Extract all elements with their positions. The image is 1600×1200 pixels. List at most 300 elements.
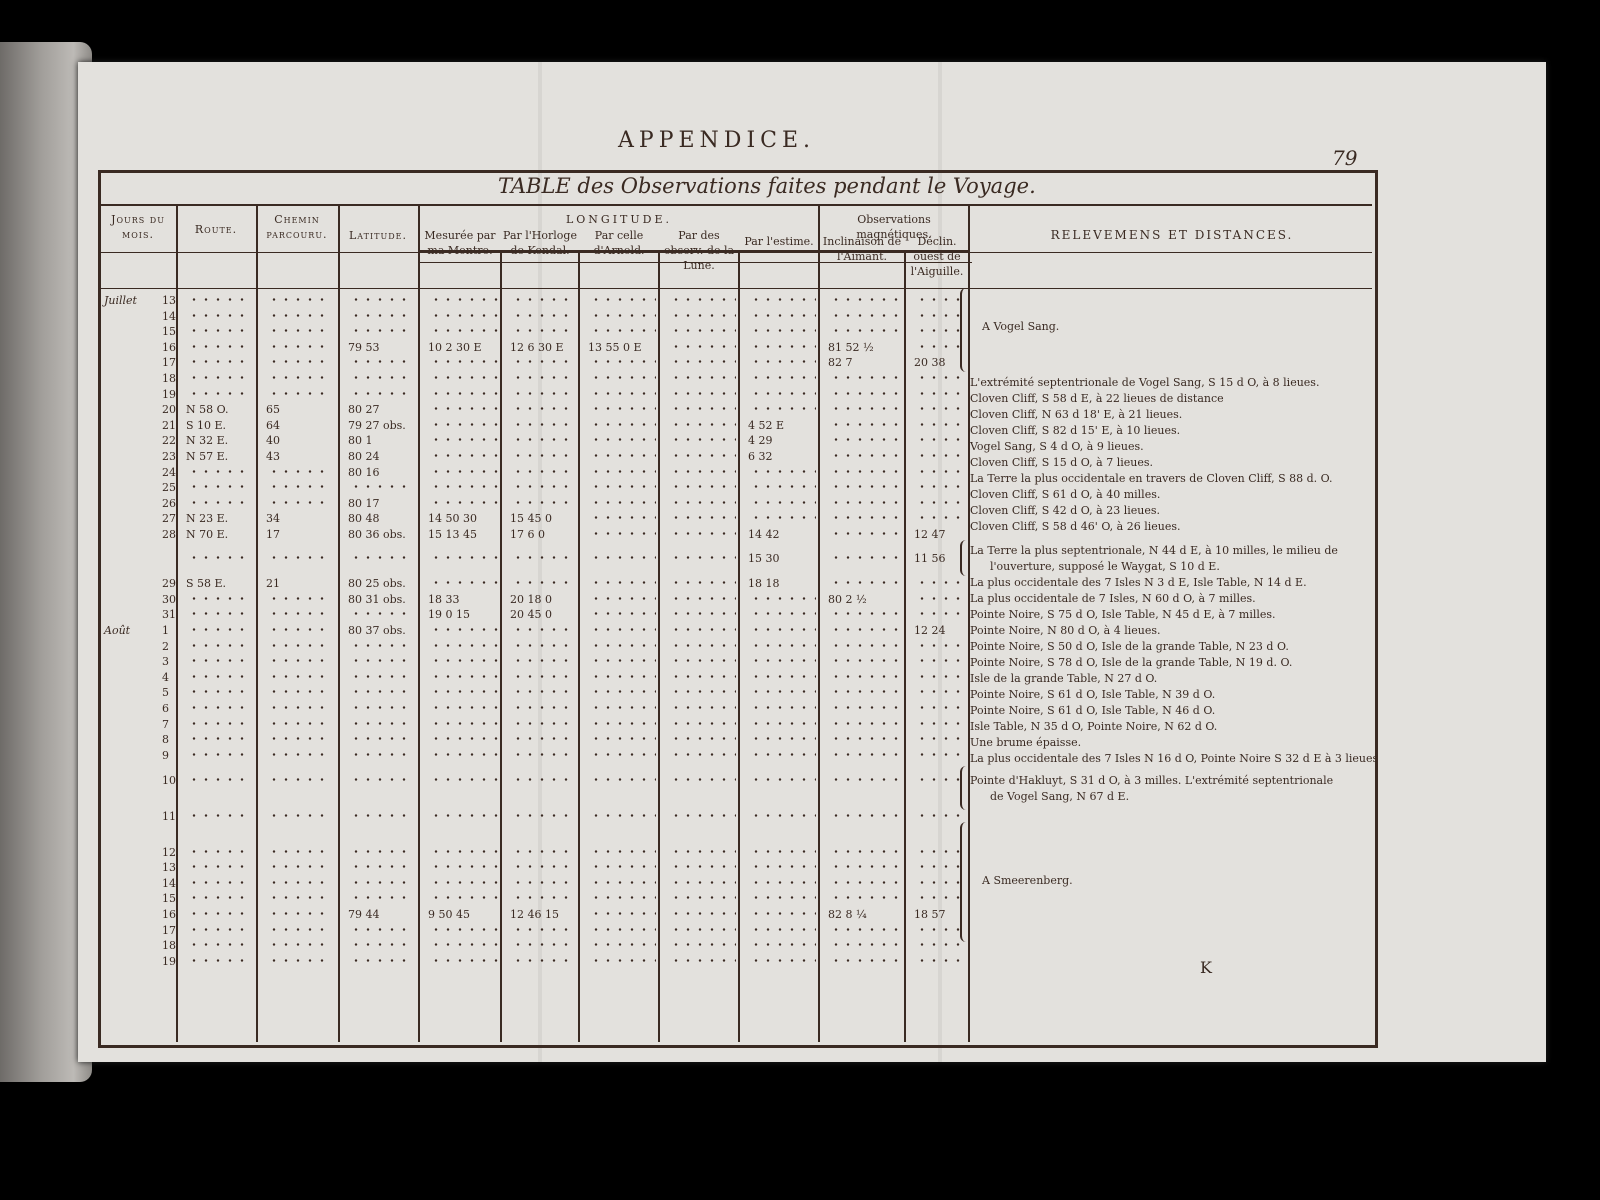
cell-watch: 18 33: [428, 592, 460, 606]
leader-dots: [430, 501, 498, 504]
leader-dots: [590, 470, 656, 473]
leader-dots: [350, 753, 414, 756]
cell-lat: 80 1: [348, 434, 373, 448]
leader-dots: [350, 314, 414, 317]
leader-dots: [512, 407, 576, 410]
leader-dots: [830, 881, 902, 884]
leader-dots: [916, 438, 966, 441]
cell-kendal: 15 45 0: [510, 512, 552, 526]
bearing-line: Cloven Cliff, S 42 d O, à 23 lieues.: [970, 504, 1160, 517]
leader-dots: [188, 485, 252, 488]
leader-dots: [268, 814, 332, 817]
leader-dots: [512, 850, 576, 853]
cell-kendal: 20 45 0: [510, 608, 552, 622]
leader-dots: [590, 737, 656, 740]
cell-lat: 79 53: [348, 340, 380, 354]
leader-dots: [512, 737, 576, 740]
leader-dots: [830, 329, 902, 332]
leader-dots: [430, 659, 498, 662]
table-row: [102, 388, 972, 404]
leader-dots: [830, 959, 902, 962]
leader-dots: [188, 392, 252, 395]
leader-dots: [830, 896, 902, 899]
bearing-line: Cloven Cliff, N 63 d 18' E, à 21 lieues.: [970, 408, 1183, 421]
leader-dots: [268, 392, 332, 395]
table-row: [102, 924, 972, 940]
leader-dots: [916, 392, 966, 395]
leader-dots: [430, 814, 498, 817]
leader-dots: [512, 298, 576, 301]
bearing-line: A Smeerenberg.: [982, 874, 1073, 887]
leader-dots: [268, 485, 332, 488]
table-row: [102, 608, 972, 624]
cell-day: 14: [162, 309, 176, 323]
leader-dots: [750, 298, 816, 301]
table-title: TABLE des Observations faites pendant le Voyage.: [498, 174, 1036, 198]
leader-dots: [916, 485, 966, 488]
leader-dots: [830, 556, 902, 559]
leader-dots: [830, 628, 902, 631]
cell-day: 17: [162, 923, 176, 937]
bearing-line: Isle Table, N 35 d O, Pointe Noire, N 62 d O.: [970, 720, 1218, 733]
table-row: [102, 466, 972, 482]
leader-dots: [670, 376, 736, 379]
table-row: [102, 861, 972, 877]
leader-dots: [350, 850, 414, 853]
leader-dots: [830, 814, 902, 817]
leader-dots: [188, 675, 252, 678]
cell-day: 31: [162, 608, 176, 622]
leader-dots: [590, 329, 656, 332]
leader-dots: [750, 722, 816, 725]
table-row: [102, 702, 972, 718]
leader-dots: [188, 690, 252, 693]
leader-dots: [916, 865, 966, 868]
leader-dots: [512, 454, 576, 457]
page-header-title: APPENDICE.: [618, 128, 816, 153]
bearing-line: Pointe Noire, N 80 d O, à 4 lieues.: [970, 624, 1161, 637]
header-inclination: Inclinaison de l'Aimant.: [822, 235, 902, 263]
leader-dots: [670, 928, 736, 931]
cell-decl: 20 38: [914, 356, 946, 370]
cell-decl: 12 24: [914, 624, 946, 637]
leader-dots: [268, 690, 332, 693]
leader-dots: [268, 737, 332, 740]
leader-dots: [830, 516, 902, 519]
leader-dots: [188, 959, 252, 962]
leader-dots: [590, 581, 656, 584]
leader-dots: [268, 928, 332, 931]
leader-dots: [268, 376, 332, 379]
cell-incl: 80 2 ½: [828, 592, 867, 606]
leader-dots: [750, 778, 816, 781]
table-row: [102, 450, 972, 466]
leader-dots: [430, 438, 498, 441]
leader-dots: [916, 345, 966, 348]
leader-dots: [670, 881, 736, 884]
cell-decl: 11 56: [914, 551, 946, 565]
leader-dots: [590, 360, 656, 363]
bearing-line: de Vogel Sang, N 67 d E.: [990, 790, 1130, 803]
leader-dots: [590, 675, 656, 678]
leader-dots: [512, 314, 576, 317]
leader-dots: [512, 690, 576, 693]
bearing-line: Pointe Noire, S 61 d O, Isle Table, N 46 d O.: [970, 704, 1216, 717]
leader-dots: [750, 881, 816, 884]
leader-dots: [750, 516, 816, 519]
leader-dots: [350, 659, 414, 662]
cell-est: 18 18: [748, 577, 780, 591]
leader-dots: [670, 392, 736, 395]
cell-route: N 57 E.: [186, 450, 229, 463]
leader-dots: [670, 314, 736, 317]
leader-dots: [750, 501, 816, 504]
leader-dots: [750, 314, 816, 317]
table-row: [102, 810, 972, 826]
cell-day: 5: [162, 686, 169, 700]
bearing-line: La Terre la plus occidentale en travers de Cloven Cliff, S 88 d. O.: [970, 472, 1333, 485]
cell-route: S 58 E.: [186, 577, 227, 591]
leader-dots: [268, 706, 332, 709]
leader-dots: [916, 928, 966, 931]
leader-dots: [350, 814, 414, 817]
leader-dots: [268, 778, 332, 781]
leader-dots: [590, 485, 656, 488]
cell-day: 13: [162, 294, 176, 307]
leader-dots: [670, 454, 736, 457]
leader-dots: [916, 314, 966, 317]
leader-dots: [188, 470, 252, 473]
leader-dots: [590, 392, 656, 395]
leader-dots: [590, 376, 656, 379]
table-row: [102, 294, 972, 310]
leader-dots: [670, 753, 736, 756]
cell-day: 22: [162, 434, 176, 448]
cell-day: 21: [162, 418, 176, 432]
leader-dots: [512, 928, 576, 931]
header-longitude: LONGITUDE.: [565, 213, 673, 226]
leader-dots: [750, 597, 816, 600]
cell-day: 18: [162, 939, 176, 953]
cell-day: 7: [162, 717, 169, 731]
leader-dots: [350, 928, 414, 931]
table-row: [102, 325, 972, 341]
leader-dots: [188, 737, 252, 740]
cell-day: 8: [162, 733, 169, 747]
leader-dots: [188, 597, 252, 600]
leader-dots: [430, 644, 498, 647]
leader-dots: [430, 298, 498, 301]
leader-dots: [430, 581, 498, 584]
leader-dots: [670, 532, 736, 535]
leader-dots: [188, 628, 252, 631]
leader-dots: [512, 360, 576, 363]
leader-dots: [268, 912, 332, 915]
leader-dots: [268, 850, 332, 853]
leader-dots: [590, 501, 656, 504]
leader-dots: [268, 675, 332, 678]
leader-dots: [750, 628, 816, 631]
leader-dots: [188, 706, 252, 709]
leader-dots: [430, 706, 498, 709]
cell-watch: 15 13 45: [428, 528, 477, 541]
leader-dots: [750, 612, 816, 615]
bearing-line: Cloven Cliff, S 58 d 46' O, à 26 lieues.: [970, 520, 1181, 533]
leader-dots: [268, 659, 332, 662]
leader-dots: [590, 928, 656, 931]
leader-dots: [590, 865, 656, 868]
leader-dots: [188, 376, 252, 379]
header-route: Route.: [194, 223, 238, 236]
cell-day: 16: [162, 908, 176, 921]
leader-dots: [670, 597, 736, 600]
leader-dots: [830, 659, 902, 662]
bearing-line: Pointe d'Hakluyt, S 31 d O, à 3 milles. L'extrémité septentrionale: [970, 774, 1334, 787]
leader-dots: [916, 407, 966, 410]
leader-dots: [916, 612, 966, 615]
cell-day: 20: [162, 403, 176, 417]
leader-dots: [750, 376, 816, 379]
bearing-line: L'extrémité septentrionale de Vogel Sang, S 15 d O, à 8 lieues.: [970, 376, 1320, 389]
cell-lat: 80 24: [348, 450, 380, 463]
table-row: [102, 718, 972, 734]
leader-dots: [188, 943, 252, 946]
table-row: [102, 310, 972, 326]
cell-kendal: 12 46 15: [510, 908, 559, 921]
leader-dots: [830, 454, 902, 457]
leader-dots: [512, 896, 576, 899]
bearing-line: Cloven Cliff, S 82 d 15' E, à 10 lieues.: [970, 424, 1181, 437]
leader-dots: [670, 644, 736, 647]
cell-watch: 9 50 45: [428, 908, 470, 921]
bearing-line: A Vogel Sang.: [982, 320, 1060, 333]
leader-dots: [830, 928, 902, 931]
cell-day: 24: [162, 465, 176, 479]
leader-dots: [188, 865, 252, 868]
bearing-line: La plus occidentale de 7 Isles, N 60 d O, à 7 milles.: [970, 592, 1256, 605]
leader-dots: [350, 556, 414, 559]
cell-est: 4 29: [748, 434, 773, 448]
leader-dots: [512, 865, 576, 868]
cell-dist: 64: [266, 418, 280, 432]
leader-dots: [750, 850, 816, 853]
bearing-line: La Terre la plus septentrionale, N 44 d E, à 10 milles, le milieu de: [970, 544, 1338, 557]
cell-watch: 14 50 30: [428, 512, 477, 526]
cell-est: 6 32: [748, 450, 773, 463]
cell-decl: 18 57: [914, 908, 946, 921]
leader-dots: [268, 556, 332, 559]
leader-dots: [188, 814, 252, 817]
leader-dots: [670, 345, 736, 348]
cell-est: 15 30: [748, 551, 780, 565]
header-arnold: Par celle d'Arnold.: [593, 229, 645, 257]
leader-dots: [188, 659, 252, 662]
leader-dots: [670, 690, 736, 693]
table-row: [102, 552, 972, 568]
table-row: [102, 939, 972, 955]
leader-dots: [512, 628, 576, 631]
leader-dots: [750, 928, 816, 931]
header-estimate: Par l'estime.: [744, 235, 814, 248]
leader-dots: [268, 470, 332, 473]
leader-dots: [268, 722, 332, 725]
leader-dots: [830, 423, 902, 426]
leader-dots: [350, 778, 414, 781]
leader-dots: [268, 345, 332, 348]
leader-dots: [750, 675, 816, 678]
cell-lat: 79 44: [348, 908, 380, 921]
leader-dots: [830, 376, 902, 379]
leader-dots: [188, 644, 252, 647]
cell-day: 23: [162, 450, 176, 463]
cell-day: 13: [162, 861, 176, 875]
leader-dots: [512, 470, 576, 473]
table-row: [102, 356, 972, 372]
cell-dist: 21: [266, 577, 280, 591]
leader-dots: [188, 612, 252, 615]
table-row: [102, 892, 972, 908]
cell-day: 2: [162, 639, 169, 653]
leader-dots: [350, 675, 414, 678]
leader-dots: [268, 943, 332, 946]
leader-dots: [916, 722, 966, 725]
leader-dots: [830, 407, 902, 410]
cell-lat: 80 16: [348, 465, 380, 479]
bearing-line: Pointe Noire, S 78 d O, Isle de la grande Table, N 19 d. O.: [970, 656, 1293, 669]
leader-dots: [750, 470, 816, 473]
leader-dots: [670, 675, 736, 678]
header-watch: Mesurée par ma Montre.: [424, 229, 496, 257]
leader-dots: [830, 298, 902, 301]
leader-dots: [590, 690, 656, 693]
leader-dots: [916, 675, 966, 678]
leader-dots: [830, 470, 902, 473]
leader-dots: [670, 850, 736, 853]
leader-dots: [430, 722, 498, 725]
table-row: [102, 749, 972, 765]
leader-dots: [750, 644, 816, 647]
cell-day: 18: [162, 372, 176, 385]
leader-dots: [512, 706, 576, 709]
leader-dots: [512, 376, 576, 379]
cell-lat: 80 37 obs.: [348, 624, 406, 637]
bearing-line: Cloven Cliff, S 15 d O, à 7 lieues.: [970, 456, 1153, 469]
table-row: [102, 655, 972, 671]
table-row: [102, 733, 972, 749]
leader-dots: [188, 501, 252, 504]
leader-dots: [512, 581, 576, 584]
leader-dots: [512, 778, 576, 781]
leader-dots: [830, 943, 902, 946]
leader-dots: [268, 298, 332, 301]
leader-dots: [750, 407, 816, 410]
cell-day: 19: [162, 954, 176, 968]
leader-dots: [512, 644, 576, 647]
leader-dots: [350, 485, 414, 488]
leader-dots: [430, 407, 498, 410]
table-row: [102, 372, 972, 388]
leader-dots: [350, 722, 414, 725]
leader-dots: [350, 865, 414, 868]
bearing-line: Pointe Noire, S 50 d O, Isle de la grande Table, N 23 d O.: [970, 640, 1289, 653]
leader-dots: [430, 896, 498, 899]
bearing-line: Vogel Sang, S 4 d O, à 9 lieues.: [970, 440, 1144, 453]
leader-dots: [512, 485, 576, 488]
leader-dots: [430, 881, 498, 884]
leader-dots: [268, 628, 332, 631]
cell-arnold: 13 55 0 E: [588, 340, 642, 354]
cell-lat: 80 36 obs.: [348, 528, 406, 541]
table-row: [102, 481, 972, 497]
leader-dots: [750, 737, 816, 740]
leader-dots: [430, 454, 498, 457]
brace-mark: [960, 540, 968, 576]
leader-dots: [188, 329, 252, 332]
cell-day: 28: [162, 528, 176, 541]
leader-dots: [750, 345, 816, 348]
leader-dots: [670, 298, 736, 301]
bearing-line: Pointe Noire, S 75 d O, Isle Table, N 45 d E, à 7 milles.: [970, 608, 1276, 621]
cell-day: 1: [162, 624, 169, 637]
leader-dots: [916, 659, 966, 662]
leader-dots: [350, 644, 414, 647]
leader-dots: [512, 659, 576, 662]
leader-dots: [750, 896, 816, 899]
leader-dots: [188, 896, 252, 899]
leader-dots: [590, 314, 656, 317]
leader-dots: [350, 737, 414, 740]
cell-lat: 80 31 obs.: [348, 592, 406, 606]
leader-dots: [430, 865, 498, 868]
leader-dots: [430, 376, 498, 379]
leader-dots: [750, 753, 816, 756]
table-row: [102, 434, 972, 450]
leader-dots: [512, 753, 576, 756]
leader-dots: [830, 850, 902, 853]
leader-dots: [512, 423, 576, 426]
leader-dots: [590, 454, 656, 457]
cell-watch: 19 0 15: [428, 608, 470, 622]
leader-dots: [916, 516, 966, 519]
leader-dots: [590, 659, 656, 662]
cell-decl: 12 47: [914, 528, 946, 541]
leader-dots: [590, 814, 656, 817]
cell-day: 15: [162, 892, 176, 906]
table-row: [102, 577, 972, 593]
cell-day: 12: [162, 845, 176, 859]
leader-dots: [188, 556, 252, 559]
cell-watch: 10 2 30 E: [428, 340, 482, 354]
leader-dots: [188, 850, 252, 853]
leader-dots: [916, 814, 966, 817]
leader-dots: [268, 314, 332, 317]
leader-dots: [590, 943, 656, 946]
header-distance: Chemin parcouru.: [266, 213, 328, 241]
leader-dots: [670, 659, 736, 662]
leader-dots: [268, 329, 332, 332]
leader-dots: [916, 581, 966, 584]
leader-dots: [430, 360, 498, 363]
leader-dots: [512, 329, 576, 332]
cell-lat: 79 27 obs.: [348, 418, 406, 432]
cell-dist: 17: [266, 528, 280, 541]
leader-dots: [430, 778, 498, 781]
leader-dots: [512, 501, 576, 504]
leader-dots: [750, 814, 816, 817]
leader-dots: [750, 329, 816, 332]
cell-route: S 10 E.: [186, 418, 227, 432]
leader-dots: [430, 556, 498, 559]
